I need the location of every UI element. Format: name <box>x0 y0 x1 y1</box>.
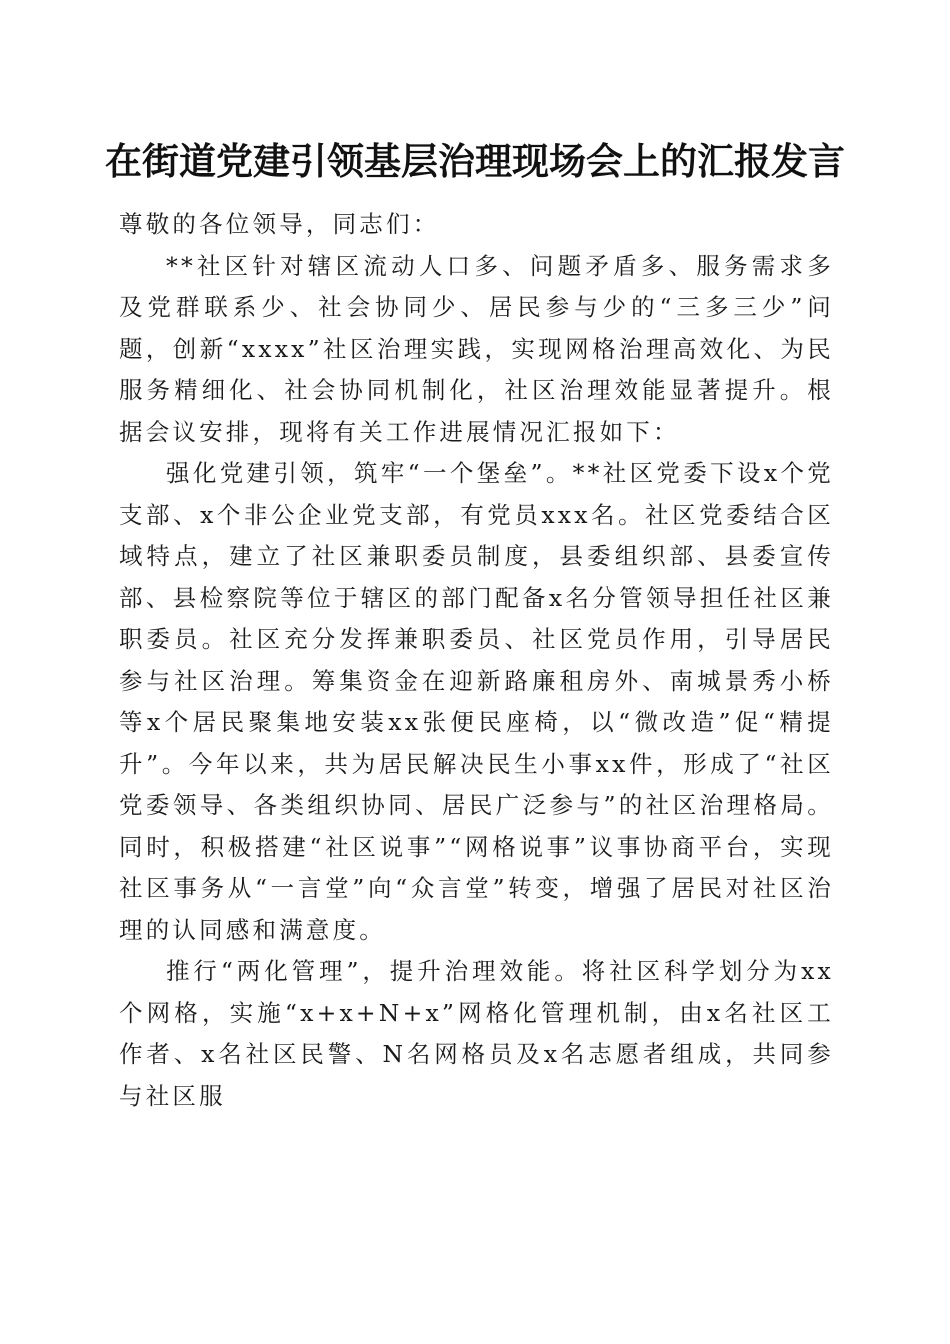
paragraph-grid-management: 推行“两化管理”，提升治理效能。将社区科学划分为xx个网格，实施“x+x+N+x”网格化管理机制，由x名社区工作者、x名社区民警、N名网格员及x名志愿者组成，共同参与社区服 <box>119 957 834 1110</box>
document-body <box>119 204 834 1117</box>
paragraph-intro: **社区针对辖区流动人口多、问题矛盾多、服务需求多及党群联系少、社会协同少、居民参与少的“三多三少”问题，创新“xxxx”社区治理实践，实现网格治理高效化、为民服务精细化、社会协同机制化，社区治理效能显著提升。根据会议安排，现将有关工作进展情况汇报如下： <box>119 251 834 446</box>
paragraph-party-building: 强化党建引领，筑牢“一个堡垒”。**社区党委下设x个党支部、x个非公企业党支部，有党员xxx名。社区党委结合区域特点，建立了社区兼职委员制度，县委组织部、县委宣传部、县检察院等位于辖区的部门配备x名分管领导担任社区兼职委员。社区充分发挥兼职委员、社区党员作用，引导居民参与社区治理。筹集资金在迎新路廉租房外、南城景秀小桥等x个居民聚集地安装xx张便民座椅，以“微改造”促“精提升”。今年以来，共为居民解决民生小事xx件，形成了“社区党委领导、各类组织协同、居民广泛参与”的社区治理格局。同时，积极搭建“社区说事”“网格说事”议事协商平台，实现社区事务从“一言堂”向“众言堂”转变，增强了居民对社区治理的认同感和满意度。 <box>119 459 834 944</box>
document-title: 在街道党建引领基层治理现场会上的汇报发言 <box>105 139 845 183</box>
salutation: 尊敬的各位领导，同志们： <box>119 210 440 238</box>
